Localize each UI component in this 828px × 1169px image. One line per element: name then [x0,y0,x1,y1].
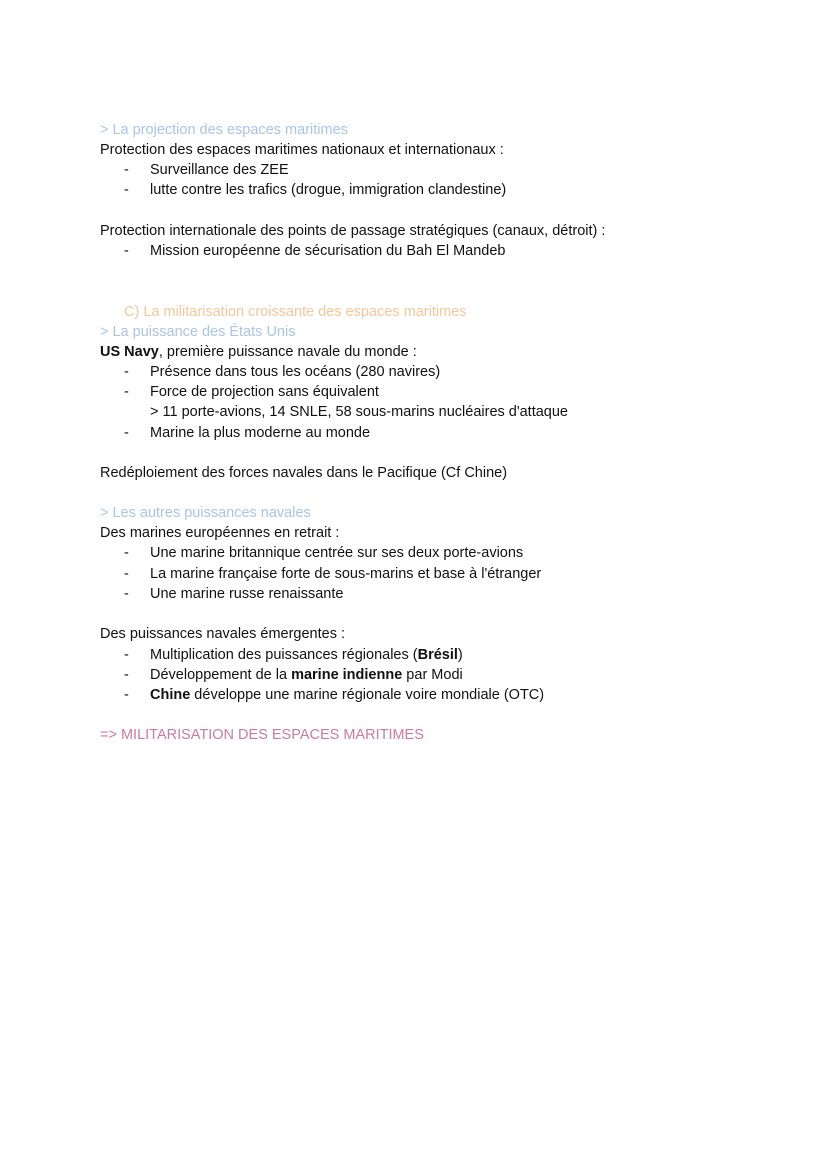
bullet-dash: - [124,545,129,561]
list-item [124,160,289,180]
list-item-text: Force de projection sans équivalent [150,384,379,400]
bullet-dash: - [124,687,129,703]
list-item [124,180,506,200]
paragraph: Des marines européennes en retrait : [100,525,340,541]
bullet-dash: - [124,425,129,441]
list-item-text: Surveillance des ZEE [150,162,289,178]
list-item-text: Une marine britannique centrée sur ses deux porte-avions [150,545,524,561]
list-item-text: Marine la plus moderne au monde [150,425,371,441]
section-heading: C) La militarisation croissante des espaces maritimes [124,304,467,320]
list-item [124,665,463,685]
list-item [124,423,370,443]
list-item-text: Présence dans tous les océans (280 navires) [150,364,441,380]
list-item [124,241,505,261]
list-item-text: Une marine russe renaissante [150,586,344,602]
list-item [124,543,523,563]
paragraph: Redéploiement des forces navales dans le Pacifique (Cf Chine) [100,465,508,481]
paragraph: Protection internationale des points de passage stratégiques (canaux, détroit) : [100,223,606,239]
list-item-text: développe une marine régionale voire mondiale (OTC) [190,687,545,703]
subsection-title: > La puissance des États Unis [100,324,296,340]
bullet-dash: - [124,647,129,663]
list-item-text: Multiplication des puissances régionales ( [150,647,418,663]
bullet-dash: - [124,586,129,602]
subsection-title: > Les autres puissances navales [100,505,311,521]
bullet-dash: - [124,162,129,178]
paragraph-text: , première puissance navale du monde : [158,344,417,360]
list-item-text: Mission européenne de sécurisation du Bah El Mandeb [150,243,506,259]
bold-text: US Navy [100,344,159,360]
bullet-dash: - [124,566,129,582]
list-item [124,382,379,402]
paragraph [100,342,417,362]
list-item [124,645,463,665]
conclusion: => MILITARISATION DES ESPACES MARITIMES [100,727,424,743]
bold-text: marine indienne [291,667,403,683]
paragraph: Des puissances navales émergentes : [100,626,346,642]
bold-text: Brésil [417,647,458,663]
bullet-dash: - [124,182,129,198]
list-item [124,564,541,584]
bullet-dash: - [124,364,129,380]
list-item-text: lutte contre les trafics (drogue, immigration clandestine) [150,182,507,198]
bullet-dash: - [124,667,129,683]
list-item [124,362,440,382]
paragraph: Protection des espaces maritimes nationaux et internationaux : [100,142,504,158]
list-item-text: ) [457,647,463,663]
list-item [124,584,343,604]
list-item-text: Développement de la [150,667,292,683]
bold-text: Chine [150,687,191,703]
list-item-text: par Modi [402,667,463,683]
bullet-dash: - [124,243,129,259]
subsection-title: > La projection des espaces maritimes [100,122,348,138]
list-item-text: La marine française forte de sous-marins et base à l'étranger [150,566,542,582]
sub-list-item: > 11 porte-avions, 14 SNLE, 58 sous-marins nucléaires d'attaque [150,404,569,420]
list-item [124,685,544,705]
bullet-dash: - [124,384,129,400]
